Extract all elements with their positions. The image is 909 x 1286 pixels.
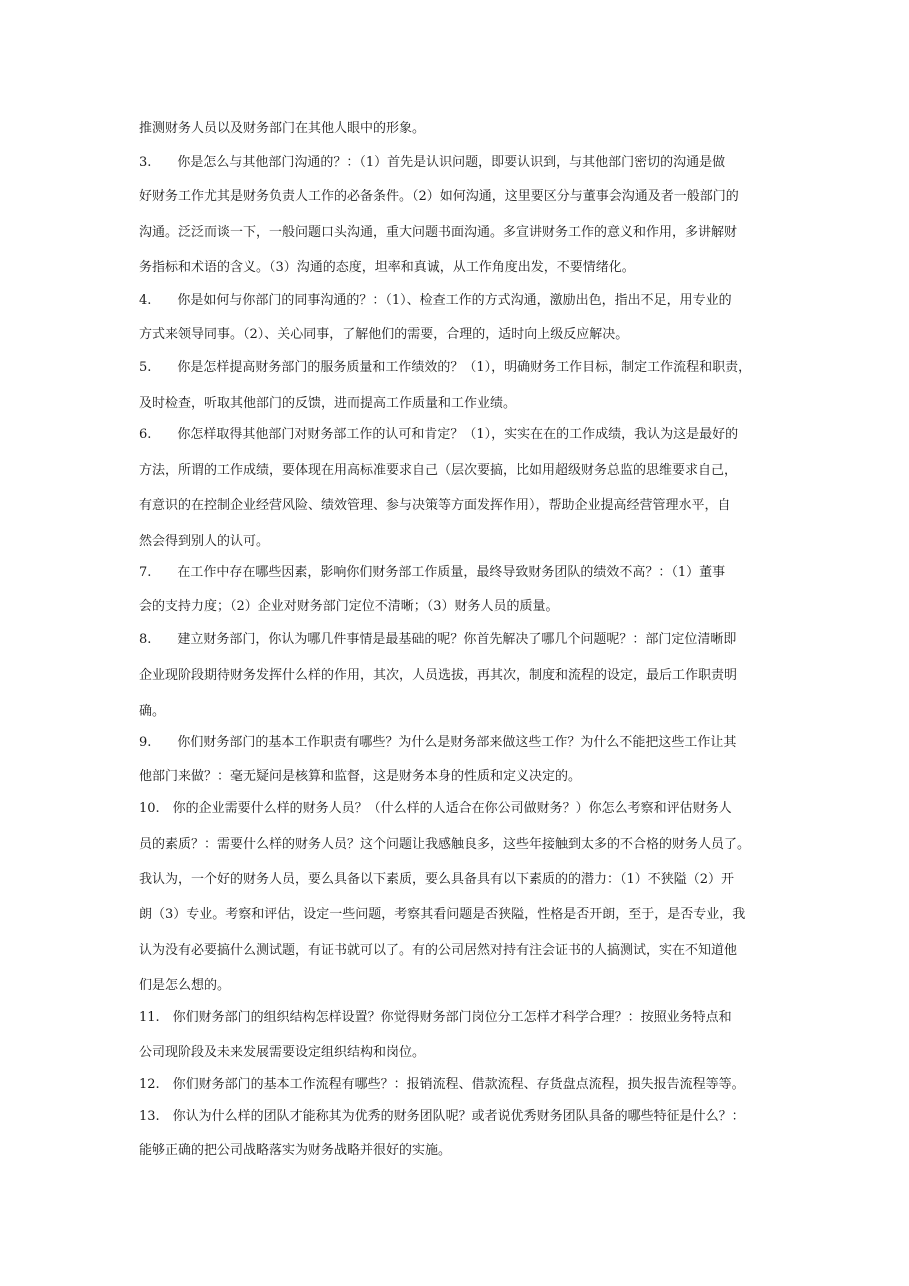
paragraph-line: 沟通。泛泛而谈一下，一般问题口头沟通，重大问题书面沟通。多宣讲财务工作的意义和作用，多讲解财 — [139, 225, 738, 240]
paragraph-line: 好财务工作尤其是财务负责人工作的必备条件。（2）如何沟通，这里要区分与董事会沟通及者一般部门的 — [139, 189, 739, 204]
paragraph-line: 13. 你认为什么样的团队才能称其为优秀的财务团队呢？或者说优秀财务团队具备的哪些特征是什么？： — [139, 1109, 745, 1124]
paragraph-line: 9. 你们财务部门的基本工作职责有哪些？为什么是财务部来做这些工作？为什么不能把这些工作让其 — [139, 735, 737, 750]
paragraph-line: 我认为，一个好的财务人员，要么具备以下素质，要么具备具有以下素质的的潜力：（1）不狭隘（2）开 — [139, 872, 735, 887]
paragraph-line: 推测财务人员以及财务部门在其他人眼中的形象。 — [139, 121, 426, 136]
paragraph-line: 方式来领导同事。（2）、关心同事，了解他们的需要，合理的，适时向上级反应解决。 — [139, 327, 629, 342]
paragraph-line: 朗（3）专业。考察和评估，设定一些问题，考察其看问题是否狭隘，性格是否开朗，至于，是否专业，我 — [139, 907, 746, 922]
paragraph-line: 确。 — [139, 704, 166, 719]
paragraph-line: 方法，所谓的工作成绩，要体现在用高标准要求自己（层次要搞，比如用超级财务总监的思维要求自己， — [139, 463, 738, 478]
paragraph-line: 6. 你怎样取得其他部门对财务部工作的认可和肯定？（1），实实在在的工作成绩，我认为这是最好的 — [139, 427, 739, 442]
paragraph-line: 8. 建立财务部门，你认为哪几件事情是最基础的呢？你首先解决了哪几个问题呢？：部门定位清晰即 — [139, 632, 737, 647]
paragraph-line: 企业现阶段期待财务发挥什么样的作用，其次，人员选拔，再其次，制度和流程的设定，最后工作职责明 — [139, 668, 738, 683]
paragraph-line: 5. 你是怎样提高财务部门的服务质量和工作绩效的？（1），明确财务工作目标，制定工作流程和职责， — [139, 360, 752, 375]
paragraph-line: 4. 你是如何与你部门的同事沟通的？：（1）、检查工作的方式沟通，激励出色，指出不足，用专业的 — [139, 293, 732, 308]
paragraph-line: 员的素质？：需要什么样的财务人员？这个问题让我感触良多，这些年接触到太多的不合格的财务人员了。 — [139, 837, 751, 852]
paragraph-line: 11. 你们财务部门的组织结构怎样设置？你觉得财务部门岗位分工怎样才科学合理？：按照业务特点和 — [139, 1010, 732, 1025]
paragraph-line: 们是怎么想的。 — [139, 978, 231, 993]
paragraph-line: 12. 你们财务部门的基本工作流程有哪些？：报销流程、借款流程、存货盘点流程，损失报告流程等等。 — [139, 1077, 745, 1092]
paragraph-line: 能够正确的把公司战略落实为财务战略并很好的实施。 — [139, 1143, 452, 1158]
paragraph-line: 公司现阶段及未来发展需要设定组织结构和岗位。 — [139, 1045, 426, 1060]
paragraph-line: 务指标和术语的含义。（3）沟通的态度，坦率和真诚，从工作角度出发，不要情绪化。 — [139, 260, 635, 275]
paragraph-line: 他部门来做？：毫无疑问是核算和监督，这是财务本身的性质和定义决定的。 — [139, 769, 582, 784]
paragraph-line: 然会得到别人的认可。 — [139, 534, 270, 549]
paragraph-line: 7. 在工作中存在哪些因素，影响你们财务部工作质量，最终导致财务团队的绩效不高？：（1）董事 — [139, 565, 726, 580]
paragraph-line: 3. 你是怎么与其他部门沟通的？：（1）首先是认识问题，即要认识到，与其他部门密切的沟通是做 — [139, 155, 726, 170]
paragraph-line: 10. 你的企业需要什么样的财务人员？（什么样的人适合在你公司做财务？）你怎么考察和评估财务人 — [139, 801, 732, 816]
paragraph-line: 会的支持力度；（2）企业对财务部门定位不清晰；（3）财务人员的质量。 — [139, 599, 559, 614]
paragraph-line: 有意识的在控制企业经营风险、绩效管理、参与决策等方面发挥作用），帮助企业提高经营管理水平，自 — [139, 498, 731, 513]
paragraph-line: 认为没有必要搞什么测试题，有证书就可以了。有的公司居然对持有注会证书的人搞测试，实在不知道他 — [139, 943, 738, 958]
paragraph-line: 及时检查，听取其他部门的反馈，进而提高工作质量和工作业绩。 — [139, 396, 517, 411]
